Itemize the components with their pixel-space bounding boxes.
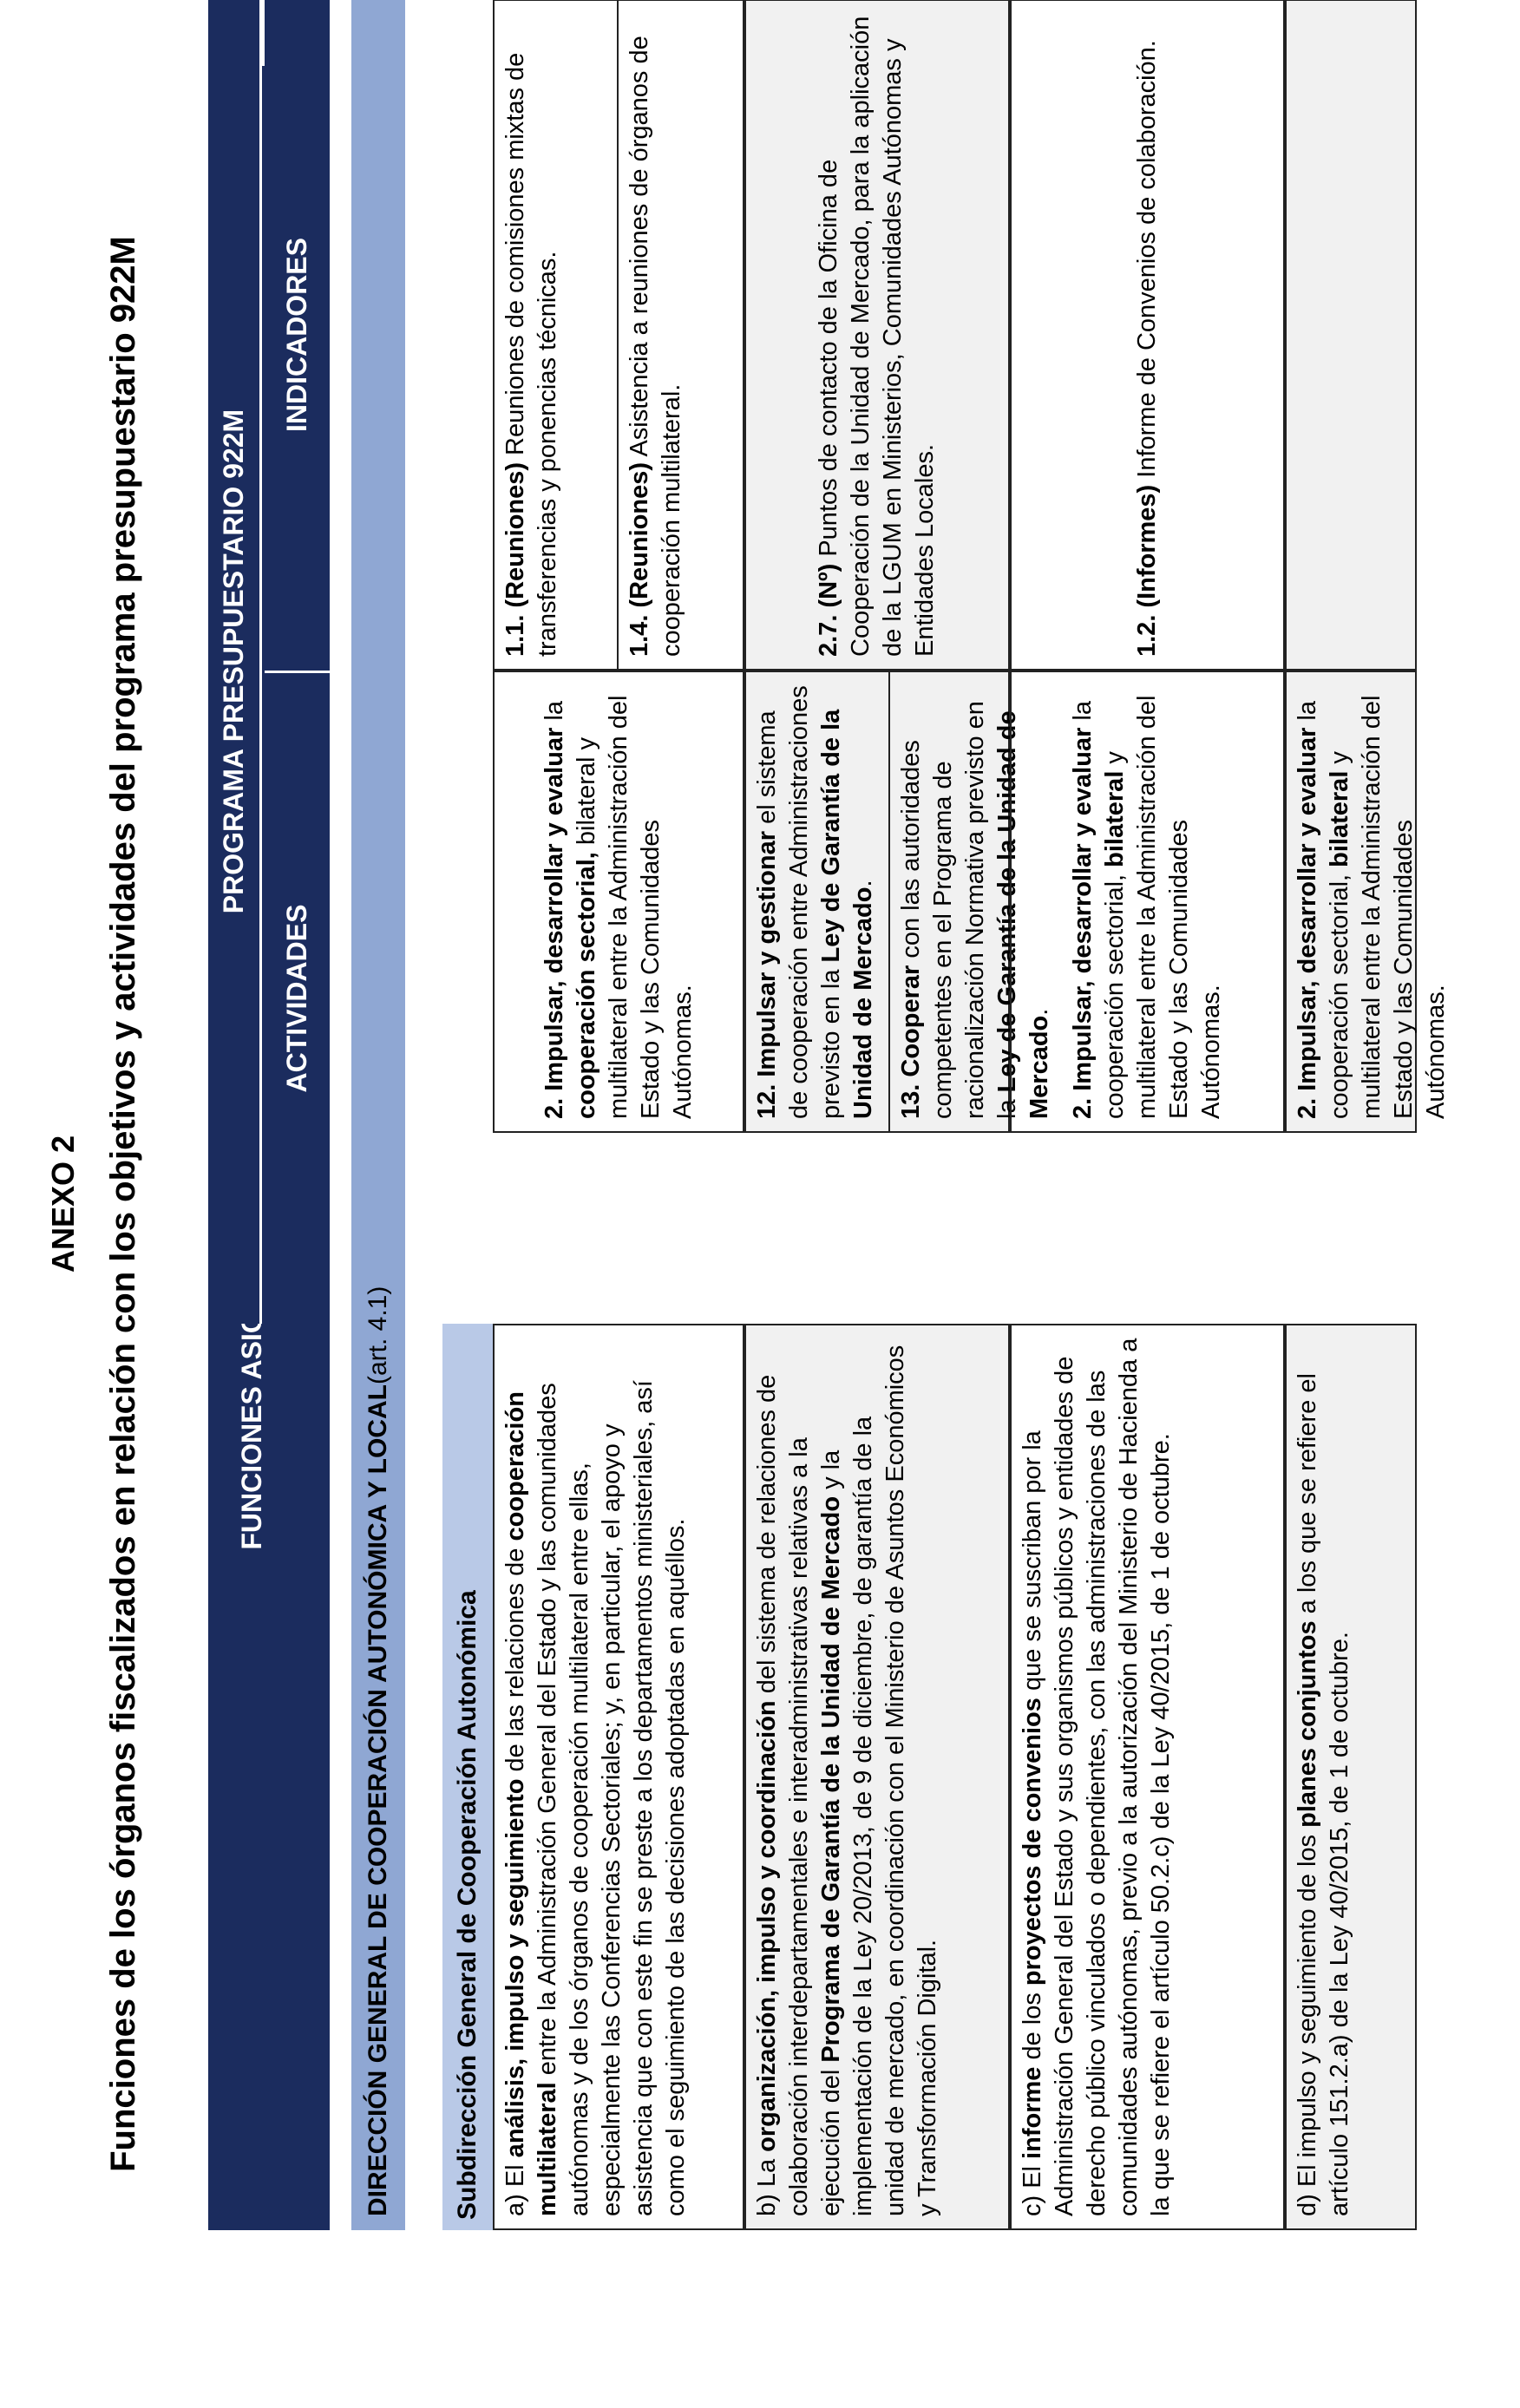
text-span: Programa de Garantía de la Unidad de Mercado <box>817 1495 845 2063</box>
text-span: de los <box>1019 1986 1046 2067</box>
text-span: 2. Impulsar, desarrollar y evaluar <box>540 727 568 1119</box>
text-span: c) El <box>1019 2158 1046 2216</box>
text-span: d) El impulso y seguimiento de los <box>1294 1827 1321 2216</box>
indicator-2-7 <box>744 0 1010 671</box>
text-span: bilateral <box>1326 770 1353 867</box>
text-span: organización, impulso y coordinación <box>753 1700 781 2152</box>
text-span: 2. Impulsar, desarrollar y evaluar <box>1294 727 1321 1119</box>
text-span: y multilateral entre la Administración del Estado y las Comunidades Autónomas. <box>1326 695 1450 1119</box>
text-span: la cooperación sectorial, <box>1069 701 1129 1119</box>
text-span: Ley de Garantía de la Unidad de Mercado <box>817 709 877 1119</box>
text-span: que se suscriban por la Administración General del Estado y sus organismos públicos y entidades de derecho público vinculados o dependientes, con las administraciones de las comunidades autónomas, previo a la autorización del Ministerio de Hacienda a la que se refiere el artículo 50.2.c) de la Ley 40/2015, de 1 de octubre. <box>1019 1338 1175 2216</box>
text-span: 2.7. (Nº) <box>815 563 842 657</box>
header-activities: ACTIVIDADES <box>265 671 330 1324</box>
text-span: cooperación multilateral <box>501 1391 561 2216</box>
text-span: 1.1. (Reuniones) <box>501 462 529 657</box>
text-span: del sistema de relaciones de colaboración interdepartamentales e interadministrativas relativas a la ejecución del <box>753 1374 845 2216</box>
function-c <box>1010 1324 1285 2230</box>
text-span: . <box>849 880 877 887</box>
text-span: de las relaciones de <box>501 1541 529 1779</box>
text-span: la cooperación sectorial, <box>1294 701 1353 1119</box>
header-indicators: INDICADORES <box>265 0 330 671</box>
text-span: cooperación sectorial, <box>572 852 600 1119</box>
function-d <box>1285 1324 1417 2230</box>
text-span: 13. Cooperar <box>897 965 925 1119</box>
header-functions-line1: FUNCIONES <box>236 1386 267 1550</box>
text-span: proyectos de convenios <box>1019 1698 1046 1986</box>
text-span: planes conjuntos <box>1294 1620 1321 1828</box>
text-span: informe <box>1019 2066 1046 2159</box>
activities-row2 <box>744 671 1053 1133</box>
activity-row4 <box>1285 671 1450 1133</box>
text-span: Informe de Convenios de colaboración. <box>1133 40 1161 485</box>
text-span: 2. Impulsar, desarrollar y evaluar <box>1069 727 1097 1119</box>
indicator-empty-row4 <box>1285 0 1417 671</box>
indicator-1-4 <box>617 0 744 671</box>
text-span: la <box>540 701 568 728</box>
directorate-ref: (art. 4.1) <box>364 1286 392 1385</box>
text-span: 1.2. (Informes) <box>1133 484 1161 657</box>
text-span: Reuniones de comisiones mixtas de transferencias y ponencias técnicas. <box>501 52 561 657</box>
text-span: entre la Administración General del Estado y las comunidades autónomas y de los órganos de cooperación multilateral entre ellas, especialmente las Conferencias Sectoriales; y, en particular, el apoyo y asistencia que con este fin se preste a los departamentos ministeriales, así como el seguimiento de las decisiones adoptadas en aquéllos. <box>534 1380 690 2216</box>
text-span: con las autoridades competentes en el Programa de racionalización Normativa previsto en la <box>897 701 1021 1119</box>
text-span: b) La <box>753 2151 781 2216</box>
text-span: análisis, impulso y seguimiento <box>501 1778 529 2158</box>
text-span: 12. Impulsar y gestionar <box>753 830 781 1119</box>
directorate-name: DIRECCIÓN GENERAL DE COOPERACIÓN AUTONÓMICA Y LOCAL <box>364 1384 392 2216</box>
activity-row1 <box>493 671 744 1133</box>
subdirectorate-title: Subdirección General de Cooperación Autonómica <box>442 1324 493 2230</box>
text-span: Ley de Garantía de la Unidad de Mercado <box>993 710 1053 1119</box>
text-span: a) El <box>501 2157 529 2216</box>
text-span: y multilateral entre la Administración del Estado y las Comunidades Autónomas. <box>1101 695 1225 1119</box>
function-b <box>744 1324 1010 2230</box>
function-a <box>493 1324 744 2230</box>
text-span: bilateral <box>1101 770 1129 867</box>
text-span: el sistema de cooperación entre Administraciones previsto en la <box>753 685 845 1119</box>
activity-row3 <box>1010 671 1285 1133</box>
indicator-1-1 <box>493 0 619 671</box>
text-span: Asistencia a reuniones de órganos de cooperación multilateral. <box>626 36 685 657</box>
text-span: a los que se refiere el artículo 151.2.a) de la Ley 40/2015, de 1 de octubre. <box>1294 1373 1353 2216</box>
text-span: y la implementación de la Ley 20/2013, de 9 de diciembre, de garantía de la unidad de mercado, en coordinación con el Ministerio de Asuntos Económicos y Transformación Digital. <box>817 1345 941 2216</box>
annex-label: ANEXO 2 <box>45 1135 81 1273</box>
page-title: Funciones de los órganos fiscalizados en relación con los objetivos y actividades del programa presupuestario 922M <box>104 236 142 2172</box>
text-span: bilateral y multilateral entre la Administración del Estado y las Comunidades Autónomas. <box>572 695 697 1119</box>
text-span: Puntos de contacto de la Oficina de Cooperación de la Unidad de Mercado, para la aplicación de la LGUM en Ministerios, Comunidades Autónomas y Entidades Locales. <box>815 16 939 657</box>
text-span: . <box>1025 1008 1053 1016</box>
directorate-band <box>351 0 405 2230</box>
header-program: PROGRAMA PRESUPUESTARIO 922M <box>208 0 262 1324</box>
indicator-1-2 <box>1010 0 1285 671</box>
text-span: 1.4. (Reuniones) <box>626 462 653 657</box>
